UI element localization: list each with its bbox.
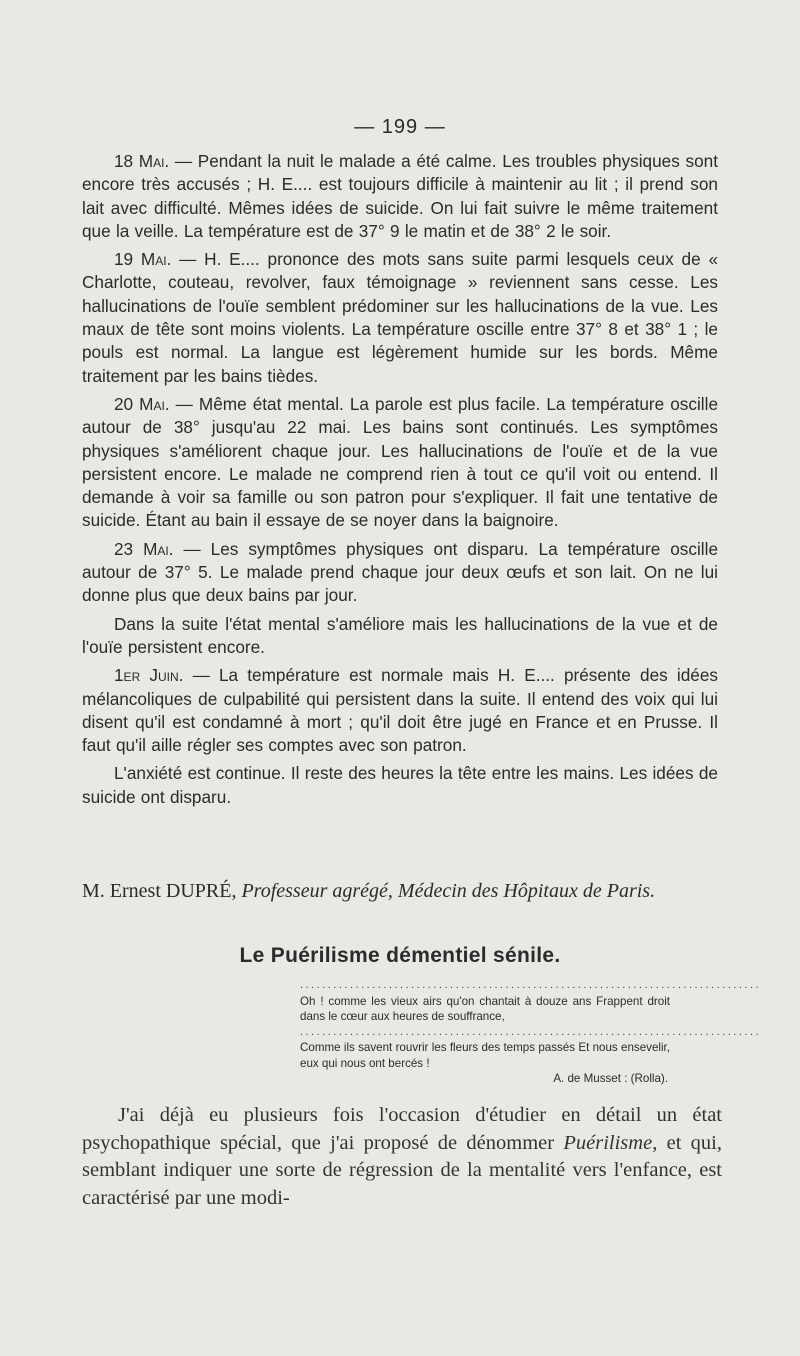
entry-suite bbox=[82, 613, 718, 660]
entry-text: L'anxiété est continue. Il reste des heures la tête entre les mains. Les idées de suicide ont disparu. bbox=[82, 763, 718, 807]
entry-text: — Les symptômes physiques ont disparu. La température oscille autour de 37° 5. Le malade prend chaque jour deux œufs et son lait. On ne lui donne plus que deux bains par jour. bbox=[82, 538, 718, 606]
entry-date: 20 Mai. bbox=[114, 393, 170, 414]
author-name: M. Ernest DUPRÉ, bbox=[82, 880, 237, 902]
entry-1er-juin bbox=[82, 664, 718, 757]
entry-text: — La température est normale mais H. E.... présente des idées mélancoliques de culpabilité qui persistent dans la suite. Il entend des voix qui lui disent qu'il est condamné à mort ; qu'il doit être jugé en France et en Prusse. Il faut qu'il aille régler ses comptes avec son patron. bbox=[82, 665, 718, 756]
entry-18-mai bbox=[82, 150, 718, 243]
epigraph bbox=[300, 978, 762, 1087]
article-title: Le Puérilisme démentiel sénile. bbox=[239, 944, 561, 967]
epigraph-verse-2: Comme ils savent rouvrir les fleurs des temps passés Et nous ensevelir, eux qui nous ont bercés ! bbox=[300, 1041, 670, 1070]
epigraph-verse-1: Oh ! comme les vieux airs qu'on chantait à douze ans Frappent droit dans le cœur aux heures de souffrance, bbox=[300, 994, 670, 1023]
entry-text: — H. E.... prononce des mots sans suite parmi lesquels ceux de « Charlotte, couteau, revolver, faux témoignage » reviennent sans cesse. Les hallucinations de l'ouïe semblent prédominer sur les hallucinations de la vue. Les maux de tête sont moins violents. La température oscille entre 37° 8 et 38° 1 ; le pouls est normal. La langue est légèrement humide sur les bords. Même traitement par les bains tièdes. bbox=[82, 249, 718, 386]
epigraph-ellipsis-top: ................................................................................... bbox=[300, 979, 762, 991]
author-line bbox=[82, 878, 722, 904]
entry-text: — Pendant la nuit le malade a été calme. Les troubles physiques sont encore très accusés ; H. E.... est toujours difficile à maintenir au lit ; il prend son lait avec difficulté. Mêmes idées de suicide. On lui fait suivre le même traitement que la veille. La température est de 37° 9 le matin et de 38° 2 le soir. bbox=[82, 151, 718, 241]
page-number: — 199 — bbox=[354, 116, 446, 138]
intro-paragraph bbox=[82, 1102, 722, 1212]
entry-date: 23 Mai. bbox=[114, 538, 174, 559]
entry-text: — Même état mental. La parole est plus facile. La température oscille autour de 38° jusqu'au 22 mai. Les bains sont continués. Les symptômes physiques s'améliorent chaque jour. Les hallucinations de l'ouïe et de la vue persistent encore. Le malade ne comprend rien à tout ce qu'il voit ou entend. Il demande à voir sa famille ou son patron pour s'expliquer. Il fait une tentative de suicide. Étant au bain il essaye de se noyer dans la baignoire. bbox=[82, 393, 718, 531]
entry-date: 1er Juin. bbox=[114, 665, 184, 686]
intro-term: Puérilisme bbox=[563, 1131, 653, 1154]
entry-anxiete bbox=[82, 762, 718, 809]
entry-23-mai bbox=[82, 538, 718, 608]
author-role: Professeur agrégé, Médecin des Hôpitaux de Paris. bbox=[236, 880, 656, 902]
entry-date: 19 Mai. bbox=[114, 249, 172, 270]
entry-text: Dans la suite l'état mental s'améliore mais les hallucinations de la vue et de l'ouïe persistent encore. bbox=[82, 613, 718, 657]
entry-date: 18 Mai. bbox=[114, 151, 170, 171]
intro-text-end: , et qui, semblant indiquer une sorte de régression de la mentalité vers l'enfance, est caractérisé par une modi- bbox=[82, 1131, 723, 1209]
epigraph-ellipsis-middle: ................................................................................... bbox=[300, 1025, 762, 1038]
entry-20-mai bbox=[82, 393, 718, 533]
intro-text-start: J'ai déjà eu plusieurs fois l'occasion d'étudier en détail un état psychopathique spécial, que j'ai proposé de dénommer bbox=[82, 1104, 722, 1154]
epigraph-signature: A. de Musset : (Rolla). bbox=[553, 1072, 668, 1085]
case-notes bbox=[82, 150, 718, 814]
entry-19-mai bbox=[82, 248, 718, 388]
